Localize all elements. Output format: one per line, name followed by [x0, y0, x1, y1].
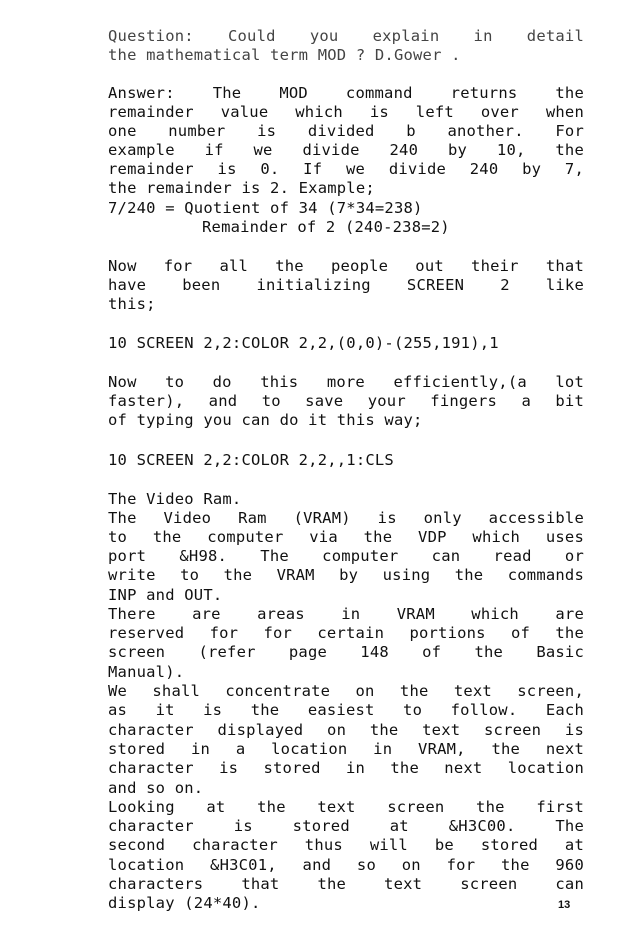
vram-line-10: We shall concentrate on the text screen,: [108, 682, 584, 700]
answer-line-5: remainder is 0. If we divide 240 by 7,: [108, 160, 584, 178]
vram-heading: The Video Ram.: [108, 490, 242, 508]
question-line-2: the mathematical term MOD ? D.Gower .: [108, 46, 461, 64]
vram-line-5: INP and OUT.: [108, 586, 223, 604]
question-line-1: Question: Could you explain in detail: [108, 27, 584, 45]
vram-line-16: Looking at the text screen the first: [108, 798, 584, 816]
vram-line-8: screen (refer page 148 of the Basic: [108, 643, 584, 661]
vram-line-20: characters that the text screen can: [108, 875, 584, 893]
vram-line-4: write to the VRAM by using the commands: [108, 566, 584, 584]
answer-line-3: one number is divided b another. For: [108, 122, 584, 140]
vram-line-6: There are areas in VRAM which are: [108, 605, 584, 623]
answer-line-1: Answer: The MOD command returns the: [108, 84, 584, 102]
efficient-para-line-2: faster), and to save your fingers a bit: [108, 392, 584, 410]
vram-line-2: to the computer via the VDP which uses: [108, 528, 584, 546]
vram-line-13: stored in a location in VRAM, the next: [108, 740, 584, 758]
answer-line-6: the remainder is 2. Example;: [108, 179, 375, 197]
vram-line-11: as it is the easiest to follow. Each: [108, 701, 584, 719]
screen-para-line-3: this;: [108, 295, 156, 313]
page-number: 13: [558, 899, 571, 911]
vram-line-21: display (24*40).: [108, 894, 261, 912]
vram-line-7: reserved for for certain portions of the: [108, 624, 584, 642]
code-line-2: 10 SCREEN 2,2:COLOR 2,2,,1:CLS: [108, 451, 394, 469]
vram-line-14: character is stored in the next location: [108, 759, 584, 777]
answer-line-4: example if we divide 240 by 10, the: [108, 141, 584, 159]
vram-line-18: second character thus will be stored at: [108, 836, 584, 854]
vram-line-3: port &H98. The computer can read or: [108, 547, 584, 565]
efficient-para-line-1: Now to do this more efficiently,(a lot: [108, 373, 584, 391]
answer-line-7: 7/240 = Quotient of 34 (7*34=238): [108, 199, 423, 217]
vram-line-9: Manual).: [108, 663, 185, 681]
screen-para-line-1: Now for all the people out their that: [108, 257, 584, 275]
screen-para-line-2: have been initializing SCREEN 2 like: [108, 276, 584, 294]
vram-line-19: location &H3C01, and so on for the 960: [108, 856, 584, 874]
vram-line-12: character displayed on the text screen is: [108, 721, 584, 739]
vram-line-17: character is stored at &H3C00. The: [108, 817, 584, 835]
code-line-1: 10 SCREEN 2,2:COLOR 2,2,(0,0)-(255,191),1: [108, 334, 499, 352]
vram-line-1: The Video Ram (VRAM) is only accessible: [108, 509, 584, 527]
answer-remainder-line: Remainder of 2 (240-238=2): [202, 218, 450, 236]
vram-line-15: and so on.: [108, 779, 204, 797]
efficient-para-line-3: of typing you can do it this way;: [108, 411, 423, 429]
answer-line-2: remainder value which is left over when: [108, 103, 584, 121]
